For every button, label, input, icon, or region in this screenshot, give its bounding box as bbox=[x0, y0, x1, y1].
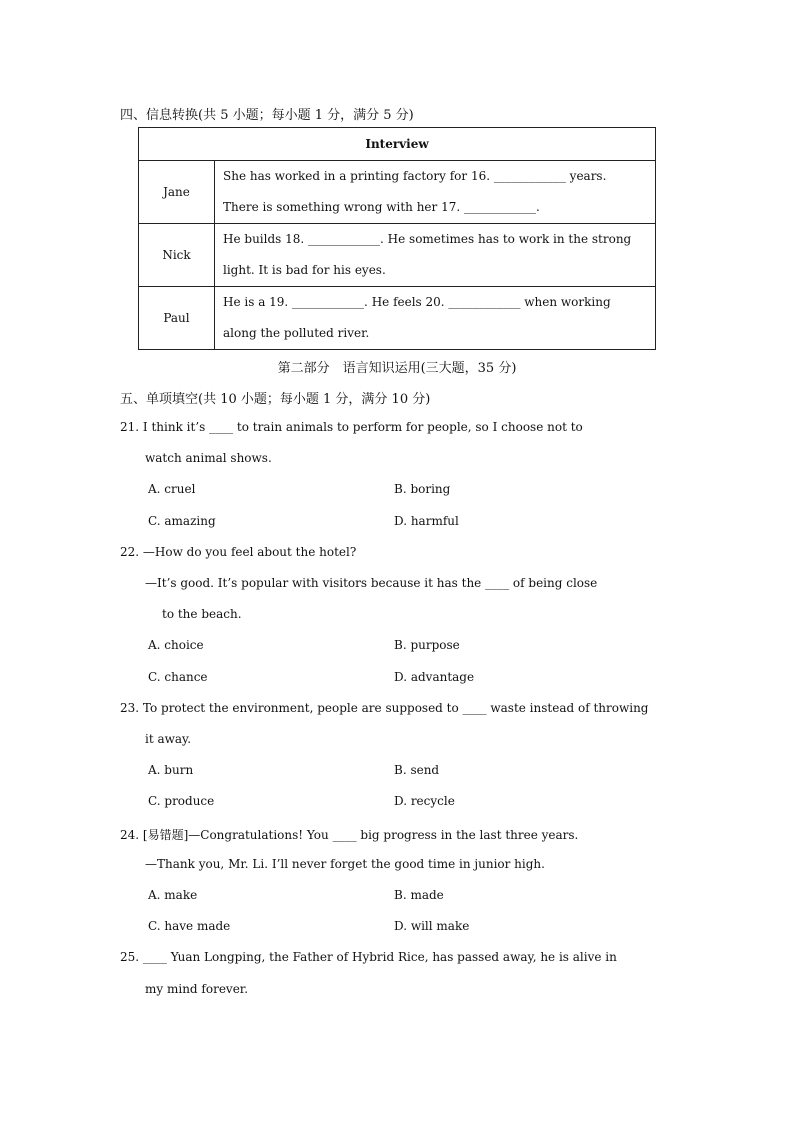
question-25-line-1: 25. ____ Yuan Longping, the Father of Hybrid Rice, has passed away, he is alive in bbox=[120, 950, 617, 964]
question-21-line-2: watch animal shows. bbox=[145, 451, 272, 465]
question-22-line-3: to the beach. bbox=[162, 607, 242, 621]
option-23-d: D. recycle bbox=[394, 794, 455, 808]
option-22-d: D. advantage bbox=[394, 670, 475, 684]
row-name-jane: Jane bbox=[139, 161, 215, 224]
row-line: light. It is bad for his eyes. bbox=[223, 263, 386, 277]
option-21-a: A. cruel bbox=[148, 482, 196, 496]
row-line: He is a 19. ____________. He feels 20. ____________ when working bbox=[223, 295, 611, 309]
row-line: He builds 18. ____________. He sometimes has to work in the strong bbox=[223, 232, 632, 246]
option-23-a: A. burn bbox=[148, 763, 194, 777]
option-21-d: D. harmful bbox=[394, 514, 459, 528]
row-text-paul bbox=[215, 287, 656, 350]
question-24-line-2: —Thank you, Mr. Li. I’ll never forget the good time in junior high. bbox=[145, 857, 545, 871]
option-22-b: B. purpose bbox=[394, 638, 460, 652]
interview-table bbox=[138, 127, 656, 350]
option-22-c: C. chance bbox=[148, 670, 208, 684]
section-4-heading: 四、信息转换(共 5 小题；每小题 1 分，满分 5 分) bbox=[120, 108, 414, 123]
option-23-c: C. produce bbox=[148, 794, 215, 808]
question-25-line-2: my mind forever. bbox=[145, 982, 249, 996]
option-24-c: C. have made bbox=[148, 919, 231, 933]
question-24-line-1: 24. [易错题]—Congratulations! You ____ big progress in the last three years. bbox=[120, 828, 579, 842]
row-line: She has worked in a printing factory for 16. ____________ years. bbox=[223, 169, 607, 183]
row-text-jane bbox=[215, 161, 656, 224]
row-line: along the polluted river. bbox=[223, 326, 370, 340]
section-5-heading: 五、单项填空(共 10 小题；每小题 1 分，满分 10 分) bbox=[120, 392, 431, 407]
option-24-d: D. will make bbox=[394, 919, 470, 933]
question-23-line-2: it away. bbox=[145, 732, 192, 746]
option-22-a: A. choice bbox=[148, 638, 204, 652]
table-row bbox=[139, 161, 656, 224]
part-2-heading: 第二部分 语言知识运用(三大题，35 分) bbox=[277, 361, 517, 376]
option-21-c: C. amazing bbox=[148, 514, 216, 528]
option-24-b: B. made bbox=[394, 888, 444, 902]
question-23-line-1: 23. To protect the environment, people are supposed to ____ waste instead of throwing bbox=[120, 701, 649, 715]
row-line: There is something wrong with her 17. ____________. bbox=[223, 200, 540, 214]
question-22-line-1: 22. —How do you feel about the hotel? bbox=[120, 545, 357, 559]
option-24-a: A. make bbox=[148, 888, 198, 902]
option-21-b: B. boring bbox=[394, 482, 451, 496]
question-22-line-2: —It’s good. It’s popular with visitors because it has the ____ of being close bbox=[145, 576, 598, 590]
row-name-nick: Nick bbox=[139, 224, 215, 287]
question-21-line-1: 21. I think it’s ____ to train animals to perform for people, so I choose not to bbox=[120, 420, 583, 434]
table-row bbox=[139, 287, 656, 350]
option-23-b: B. send bbox=[394, 763, 440, 777]
interview-table-title: Interview bbox=[139, 128, 656, 161]
row-text-nick bbox=[215, 224, 656, 287]
row-name-paul: Paul bbox=[139, 287, 215, 350]
table-row bbox=[139, 224, 656, 287]
